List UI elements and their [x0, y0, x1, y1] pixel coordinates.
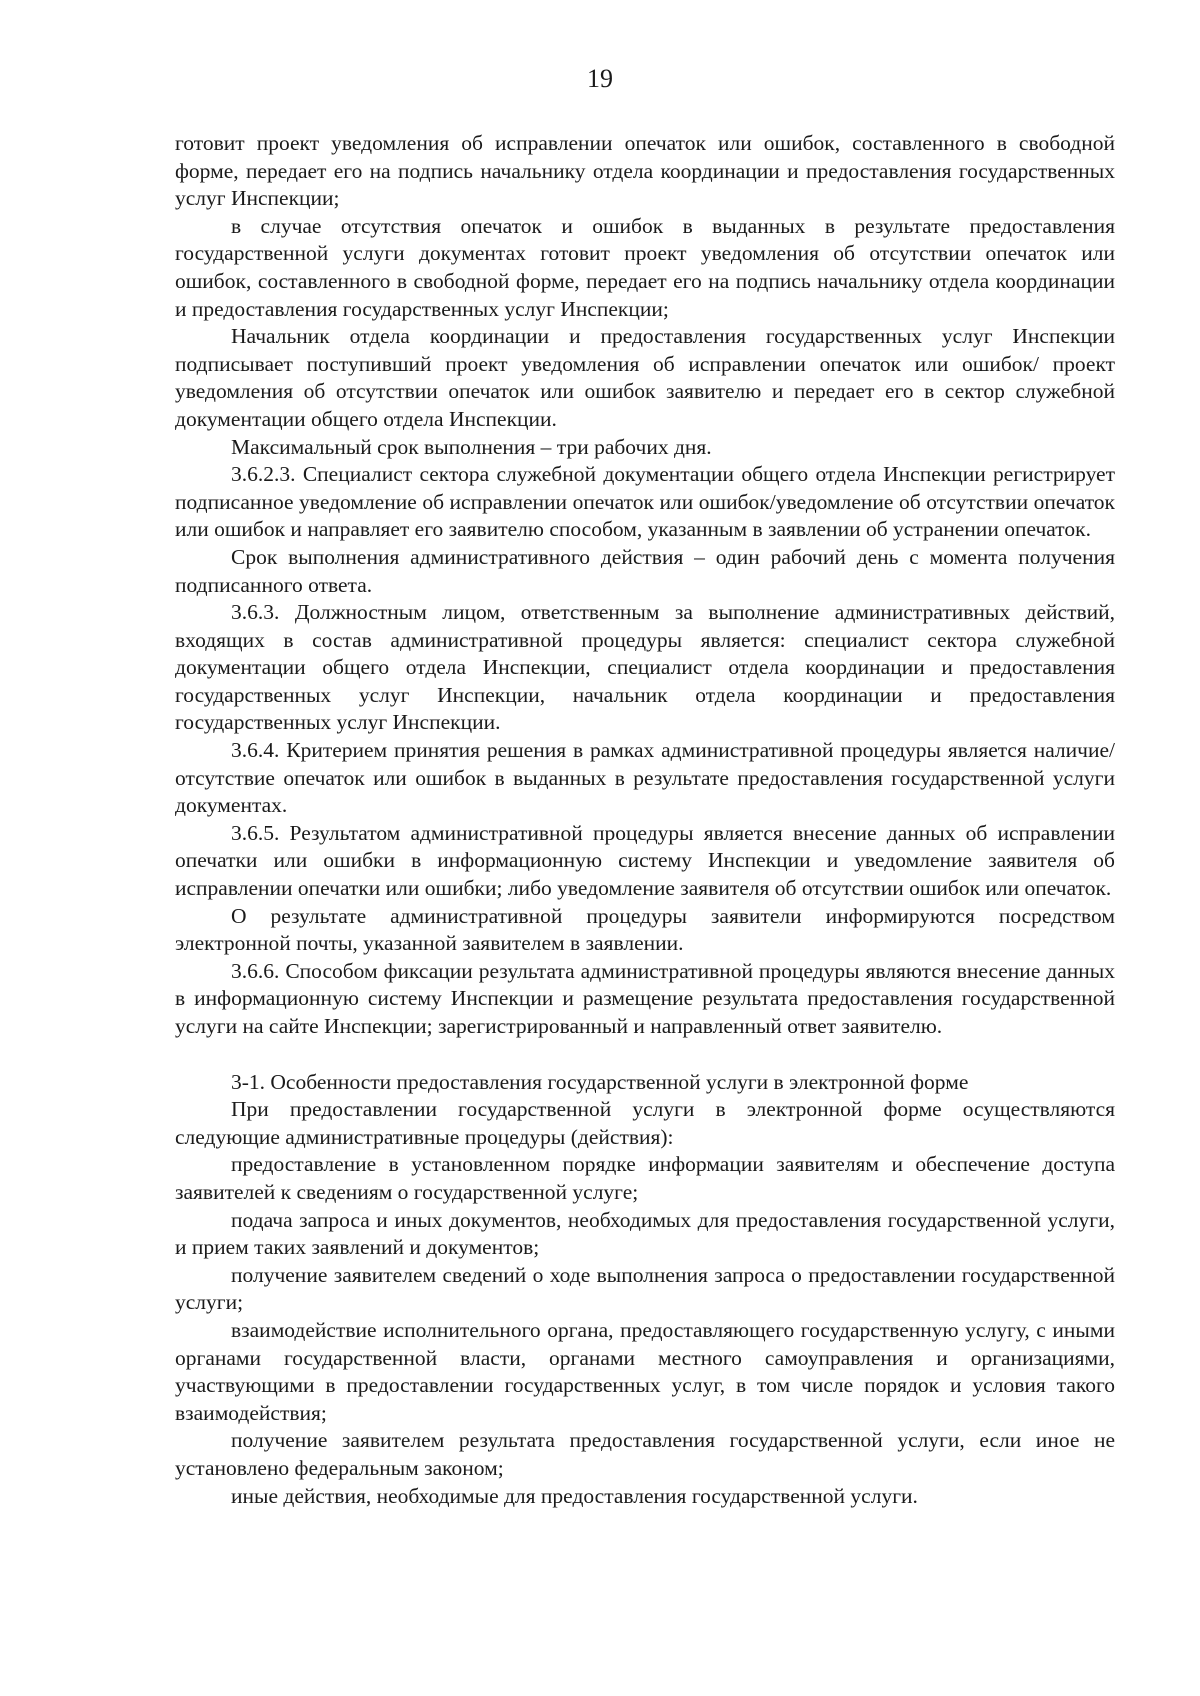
list-item: предоставление в установленном порядке информации заявителям и обеспечение доступа заявителей к сведениям о государственной услуге; — [175, 1152, 1115, 1204]
paragraph: готовит проект уведомления об исправлении опечаток или ошибок, составленного в свободной форме, передает его на подпись начальнику отдела координации и предоставления государственных услуг Инспекции; — [175, 131, 1115, 211]
paragraph: Максимальный срок выполнения – три рабочих дня. — [231, 434, 712, 459]
paragraph: в случае отсутствия опечаток и ошибок в выданных в результате предоставления государственной услуги документах готовит проект уведомления об отсутствии опечаток или ошибок, составленного в свободной форме, передает его на подпись начальнику отдела координации и предоставления государственных услуг Инспекции; — [175, 213, 1115, 321]
list-item: получение заявителем сведений о ходе выполнения запроса о предоставлении государственной услуги; — [175, 1262, 1115, 1315]
document-body — [175, 130, 1115, 1510]
list-item: взаимодействие исполнительного органа, предоставляющего государственную услугу, с иными органами государственной власти, органами местного самоуправления и организациями, участвующими в предоставлении государственных услуг, в том числе порядок и условия такого взаимодействия; — [175, 1317, 1115, 1425]
paragraph: 3.6.2.3. Специалист сектора служебной документации общего отдела Инспекции регистрирует подписанное уведомление об исправлении опечаток или ошибок/уведомление об отсутствии опечаток или ошибок и направляет его заявителю способом, указанным в заявлении об устранении опечаток. — [175, 462, 1115, 542]
list-item: подача запроса и иных документов, необходимых для предоставления государственной услуги, и прием таких заявлений и документов; — [175, 1207, 1115, 1260]
paragraph: Срок выполнения административного действия – один рабочий день с момента получения подписанного ответа. — [175, 544, 1115, 597]
paragraph: При предоставлении государственной услуги в электронной форме осуществляются следующие административные процедуры (действия): — [175, 1097, 1115, 1149]
paragraph: 3.6.3. Должностным лицом, ответственным за выполнение административных действий, входящих в состав административной процедуры является: специалист сектора служебной документации общего отдела Инспекции, специалист отдела координации и предоставления государственных услуг Инспекции, начальник отдела координации и предоставления государственных услуг Инспекции. — [175, 600, 1115, 735]
list-item: иные действия, необходимые для предоставления государственной услуги. — [231, 1483, 918, 1508]
paragraph: О результате административной процедуры заявители информируются посредством электронной почты, указанной заявителем в заявлении. — [175, 903, 1115, 956]
list-item: получение заявителем результата предоставления государственной услуги, если иное не установлено федеральным законом; — [175, 1428, 1115, 1480]
paragraph: 3.6.6. Способом фиксации результата административной процедуры являются внесение данных в информационную систему Инспекции и размещение результата предоставления государственной услуги на сайте Инспекции; зарегистрированный и направленный ответ заявителю. — [175, 958, 1115, 1038]
paragraph: Начальник отдела координации и предоставления государственных услуг Инспекции подписывает поступивший проект уведомления об исправлении опечаток или ошибок/ проект уведомления об отсутствии опечаток или ошибок заявителю и передает его в сектор служебной документации общего отдела Инспекции. — [175, 324, 1115, 431]
paragraph: 3.6.5. Результатом административной процедуры является внесение данных об исправлении опечатки или ошибки в информационную систему Инспекции и уведомление заявителя об исправлении опечатки или ошибки; либо уведомление заявителя об отсутствии ошибок или опечаток. — [175, 820, 1115, 901]
section-heading: 3-1. Особенности предоставления государственной услуги в электронной форме — [231, 1069, 969, 1094]
paragraph: 3.6.4. Критерием принятия решения в рамках административной процедуры является наличие/отсутствие опечаток или ошибок в выданных в результате предоставления государственной услуги документах. — [175, 738, 1115, 818]
page-number: 19 — [587, 64, 613, 93]
